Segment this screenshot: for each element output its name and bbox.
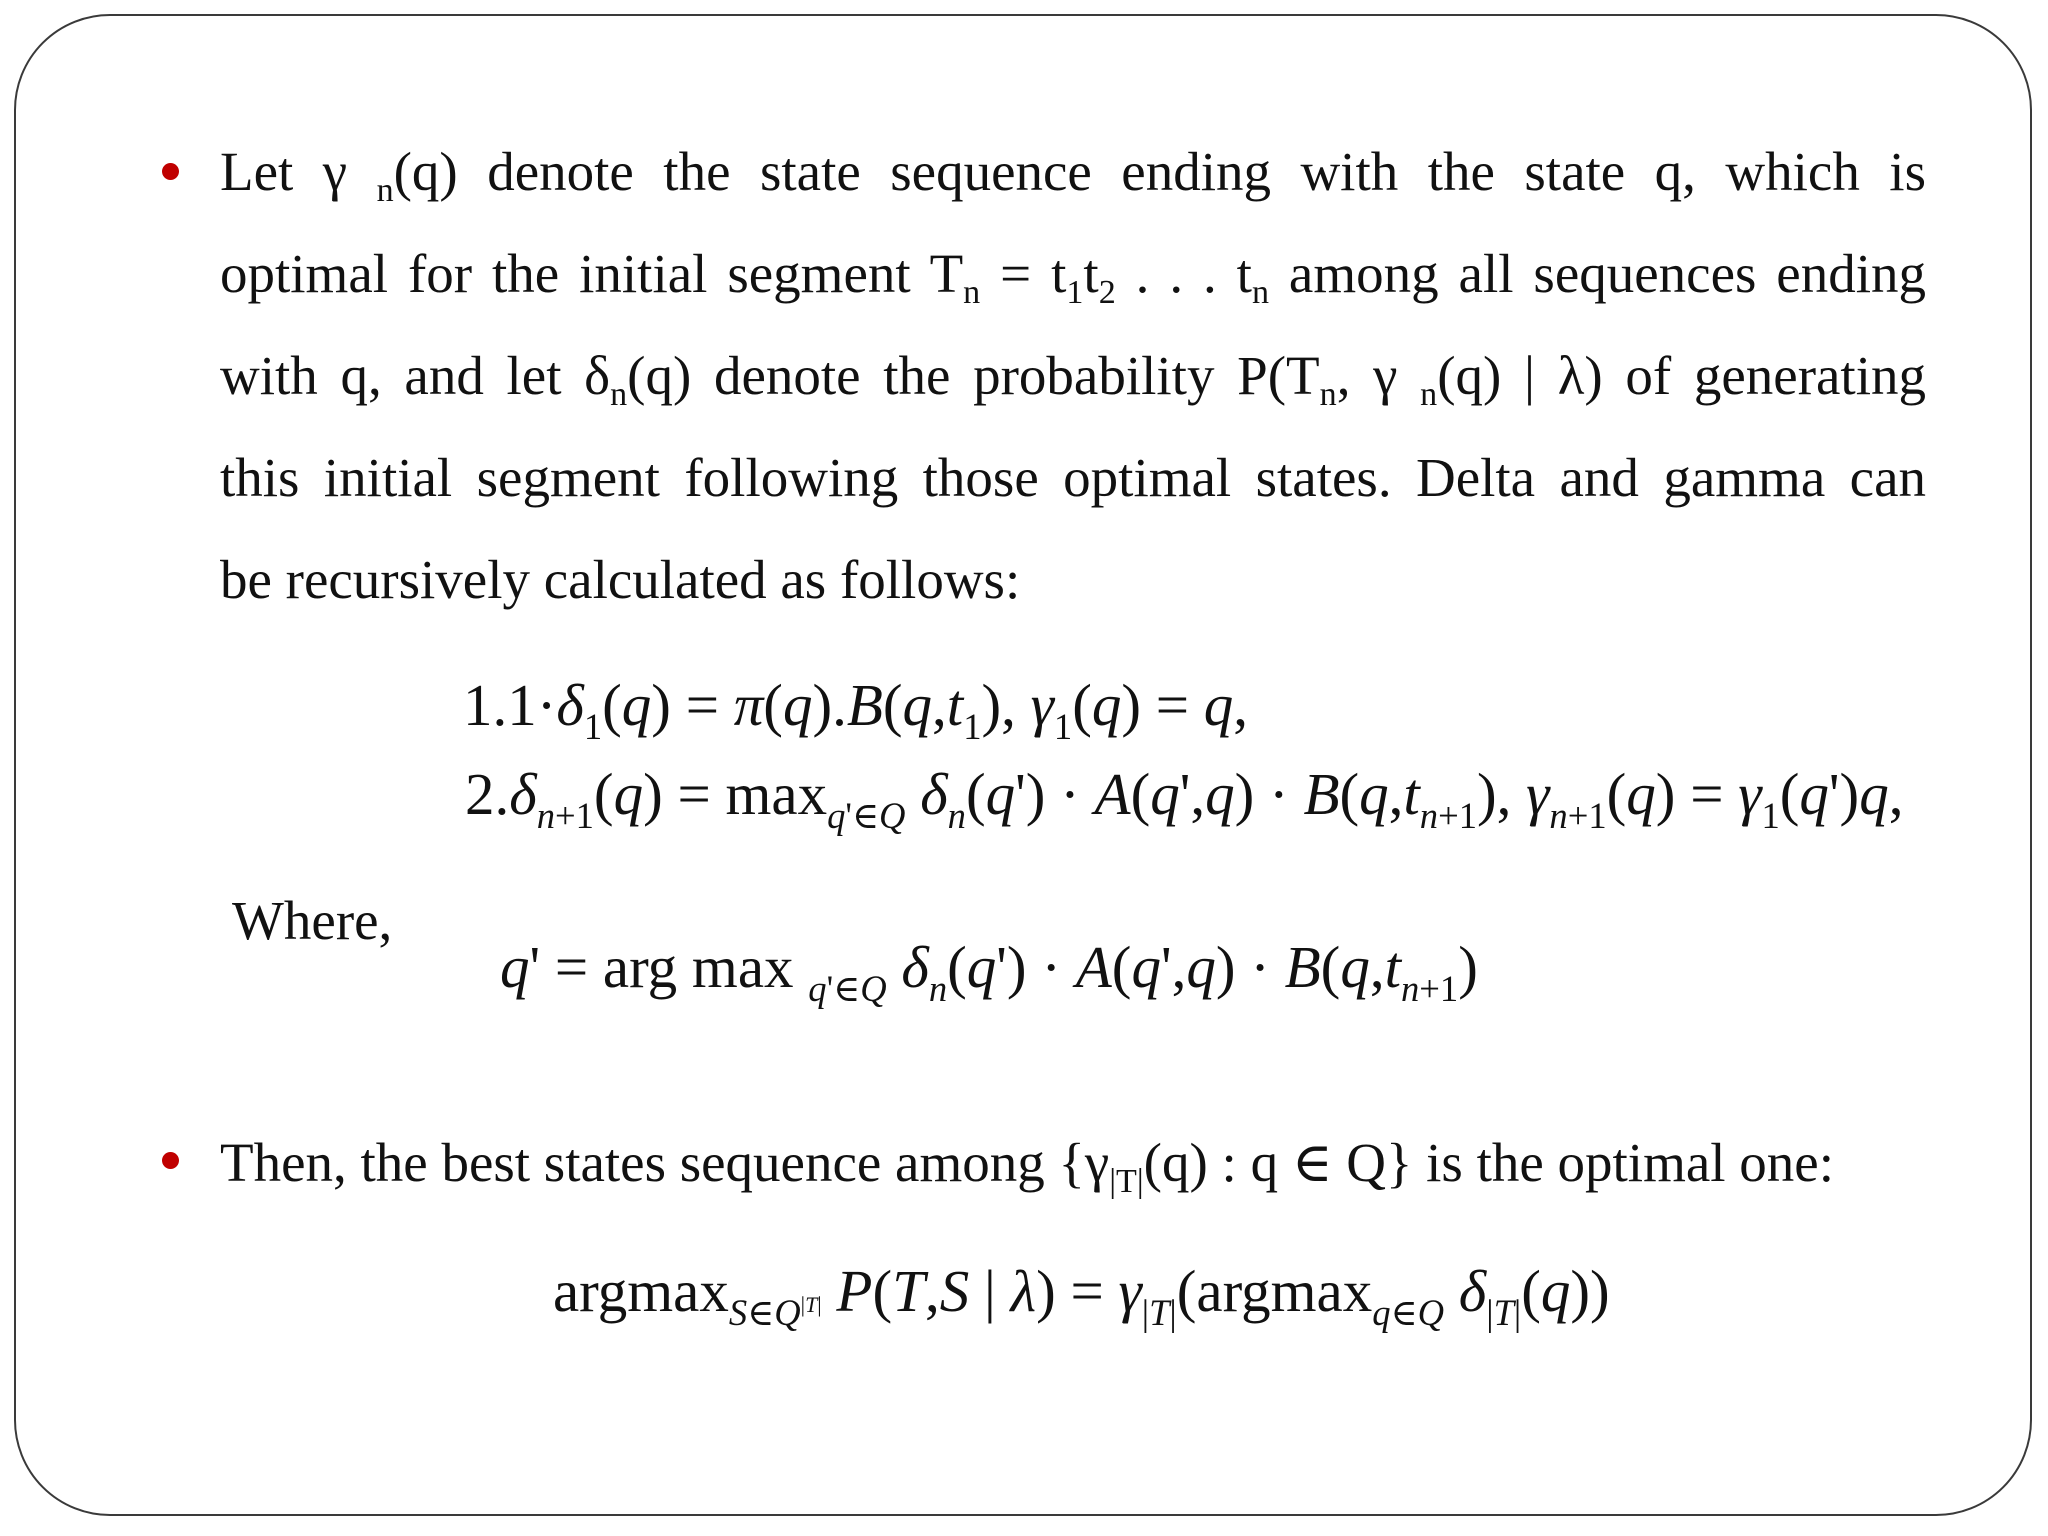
equation-1: $1.1\cdot\delta_1(q) = \pi(q).B(q,t_1)$, $\gamma_1(q) = q$, — [463, 672, 1249, 747]
bullet-icon — [162, 163, 179, 180]
equation-2: $2.\delta_{n+1}(q) = \max_{q'\in Q} \delta_n(q') \cdot A(q',q) \cdot B(q,t_{n+1})$, $\gamma_{n+1}(q) = \gamma_1(q')q$, — [465, 761, 1904, 836]
bullet-paragraph-2 — [220, 1112, 1926, 1214]
bullet-icon — [162, 1152, 179, 1169]
paragraph-line: be recursively calculated as follows: — [220, 549, 1021, 610]
paragraph-line: this initial segment following those optimal states. Delta and gamma can — [220, 447, 1926, 508]
paragraph-line: with q, and let $\delta_n(q)$ denote the probability $P(T_n$, γ $_n$(q) | λ) of generating — [220, 345, 1926, 413]
paragraph-line: Then, the best states sequence among {$\gamma_{|T|}(q)$ : q ∈ Q} is the optimal one: — [220, 1132, 1835, 1200]
paragraph-line: Let γ $_n$(q) denote the state sequence ending with the state q, which is — [220, 141, 1926, 209]
where-label: Where, — [232, 890, 393, 951]
bullet-paragraph-1 — [220, 121, 1926, 631]
paragraph-line: optimal for the initial segment $T_n = t_1t_2$ . . . $t_n$ among all sequences ending — [220, 243, 1926, 311]
final-equation: argmax$_{S\in Q^{|T|}}$ P(T,S | $\lambda) = \gamma_{|T|}(argmax_{q\in Q}$ $\delta_{|T|}(q)$) — [553, 1258, 1610, 1333]
where-equation: q' = arg max $_{q'\in Q}$ $\delta_n(q') \cdot A(q',q) \cdot B(q,t_{n+1})$ — [500, 934, 1478, 1009]
